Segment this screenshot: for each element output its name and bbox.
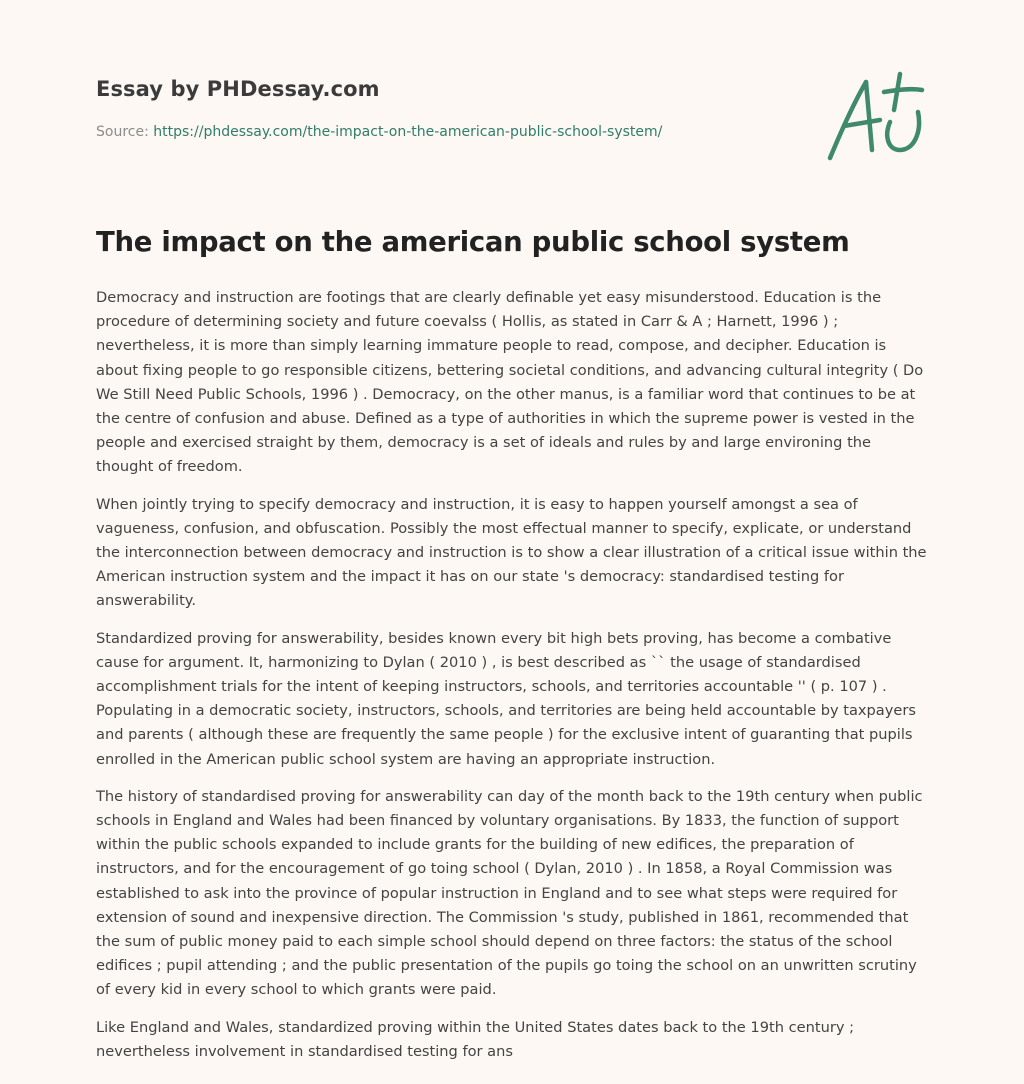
essay-title: The impact on the american public school system — [96, 226, 850, 258]
essay-paragraph: Standardized proving for answerability, besides known every bit high bets proving, has become a combative cause for argument. It, harmonizing to Dylan ( 2010 ) , is best described as `` the usage of standardised accomplishment trials for the intent of keeping instructors, schools, and territories accountable '' ( p. 107 ) . Populating in a democratic society, instructors, schools, and territories are being held accountable by taxpayers and parents ( although these are frequently the same people ) for the exclusive intent of guaranting that pupils enrolled in the American public school system are having an appropriate instruction. — [96, 629, 916, 768]
essay-paragraph: Democracy and instruction are footings that are clearly definable yet easy misunderstood. Education is the procedure of determining society and future coevalss ( Hollis, as stated in Carr & A ; Harnett, 1996 ) ; nevertheless, it is more than simply learning immature people to read, compose, and decipher. Education is about fixing people to go responsible citizens, bettering societal conditions, and advancing cultural integrity ( Do We Still Need Public Schools, 1996 ) . Democracy, on the other manus, is a familiar word that continues to be at the centre of confusion and abuse. Defined as a type of authorities in which the supreme power is vested in the people and exercised straight by them, democracy is a set of ideals and rules by and large environing the thought of freedom. — [96, 289, 924, 476]
site-brand: Essay by PHDessay.com — [96, 77, 380, 101]
essay-paragraph: The history of standardised proving for answerability can day of the month back to the 19th century when public schools in England and Wales had been financed by voluntary organisations. By 1833, the function of support within the public schools expanded to include grants for the building of new edifices, the preparation of instructors, and for the encouragement of go toing school ( Dylan, 2010 ) . In 1858, a Royal Commission was established to ask into the province of popular instruction in England and to see what steps were required for extension of sound and inexpensive direction. The Commission 's study, published in 1861, recommended that the sum of public money paid to each simple school should depend on three factors: the status of the school edifices ; pupil attending ; and the public presentation of the pupils go toing the school on an unwritten scrutiny of every kid in every school to which grants were paid. — [96, 787, 923, 999]
essay-body — [96, 286, 930, 1077]
essay-paragraph: When jointly trying to specify democracy and instruction, it is easy to happen yourself amongst a sea of vagueness, confusion, and obfuscation. Possibly the most effectual manner to specify, explicate, or understand the interconnection between democracy and instruction is to show a clear illustration of a critical issue within the American instruction system and the impact it has on our state 's democracy: standardised testing for answerability. — [96, 495, 927, 610]
source-label: Source: — [96, 124, 154, 140]
source-link[interactable]: https://phdessay.com/the-impact-on-the-american-public-school-system/ — [153, 124, 663, 140]
source-line — [96, 124, 662, 140]
a-plus-grade-icon — [822, 70, 932, 165]
essay-paragraph: Like England and Wales, standardized proving within the United States dates back to the 19th century ; nevertheless involvement in standardised testing for ans — [96, 1018, 855, 1060]
